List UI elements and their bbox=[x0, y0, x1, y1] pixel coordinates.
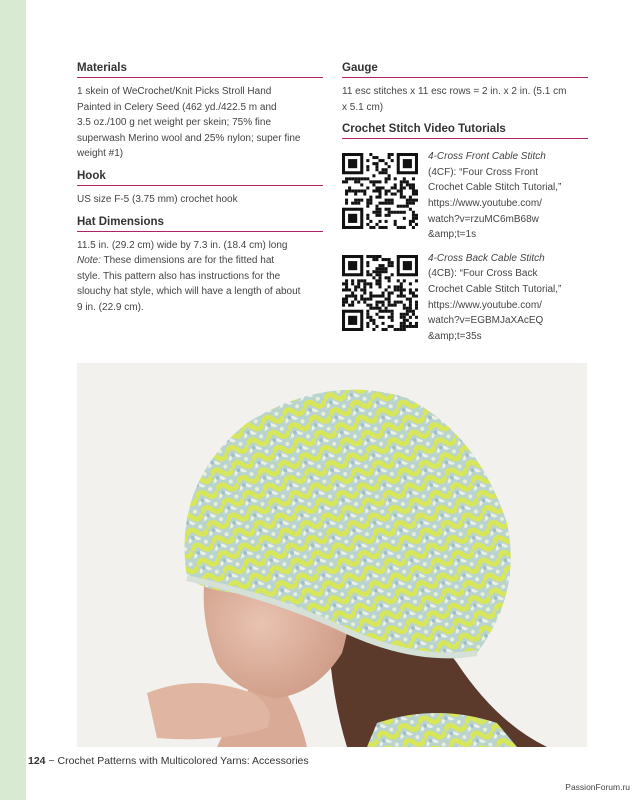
tutorial-link[interactable]: https://www.youtube.com/ bbox=[428, 299, 542, 311]
materials-line: superwash Merino wool and 25% nylon; super fine bbox=[77, 132, 301, 144]
watermark: PassionForum.ru bbox=[565, 782, 630, 792]
tutorial-name: 4-Cross Back Cable Stitch bbox=[428, 252, 545, 264]
note-line: These dimensions are for the fitted hat bbox=[100, 255, 275, 267]
page-footer bbox=[28, 755, 309, 767]
tutorial-link[interactable]: watch?v=rzuMC6mB68w bbox=[428, 213, 539, 225]
note-line: slouchy hat style, which will have a length of about bbox=[77, 286, 301, 298]
hook-heading: Hook bbox=[77, 170, 323, 186]
hat-photo-illustration bbox=[77, 363, 587, 747]
hook-text: US size F-5 (3.75 mm) crochet hook bbox=[77, 193, 238, 205]
side-color-band bbox=[0, 0, 26, 800]
page-number: 124 bbox=[28, 755, 46, 767]
right-column bbox=[342, 62, 588, 344]
qr-code-icon[interactable] bbox=[342, 255, 418, 331]
gauge-line: x 5.1 cm) bbox=[342, 101, 384, 113]
tutorial-text bbox=[428, 149, 561, 243]
materials-text bbox=[77, 84, 323, 162]
hat-dimensions-text bbox=[77, 238, 323, 316]
tutorial-text bbox=[428, 251, 561, 345]
gauge-line: 11 esc stitches x 11 esc rows = 2 in. x 2 in. (5.1 cm bbox=[342, 86, 567, 97]
tutorial-link[interactable]: &amp;t=1s bbox=[428, 229, 477, 241]
hat-photo bbox=[77, 363, 587, 747]
materials-line: 1 skein of WeCrochet/Knit Picks Stroll Hand bbox=[77, 86, 272, 97]
note-line: style. This pattern also has instructions for the bbox=[77, 270, 281, 282]
dimensions-note bbox=[77, 253, 323, 269]
tutorials-heading: Crochet Stitch Video Tutorials bbox=[342, 123, 588, 139]
note-label: Note: bbox=[77, 255, 101, 267]
qr-code-icon[interactable] bbox=[342, 153, 418, 229]
tutorial-item-4cb[interactable] bbox=[342, 252, 588, 345]
note-line: 9 in. (22.9 cm). bbox=[77, 301, 144, 313]
materials-line: weight #1) bbox=[77, 148, 124, 160]
tutorial-line: Crochet Cable Stitch Tutorial,” bbox=[428, 283, 562, 295]
left-column bbox=[77, 62, 323, 324]
tutorial-line: (4CB): “Four Cross Back bbox=[428, 268, 538, 280]
tutorial-line: (4CF): “Four Cross Front bbox=[428, 166, 539, 178]
book-title: Crochet Patterns with Multicolored Yarns: Accessories bbox=[57, 755, 309, 767]
tutorial-link[interactable]: https://www.youtube.com/ bbox=[428, 197, 542, 209]
tutorial-line: Crochet Cable Stitch Tutorial,” bbox=[428, 182, 562, 194]
dimensions-line: 11.5 in. (29.2 cm) wide by 7.3 in. (18.4 cm) long bbox=[77, 239, 288, 251]
tutorial-link[interactable]: &amp;t=35s bbox=[428, 330, 482, 342]
materials-line: Painted in Celery Seed (462 yd./422.5 m and bbox=[77, 101, 277, 113]
hat-dimensions-heading: Hat Dimensions bbox=[77, 216, 323, 232]
footer-separator: ~ bbox=[48, 755, 55, 767]
tutorial-name: 4-Cross Front Cable Stitch bbox=[428, 151, 546, 163]
gauge-heading: Gauge bbox=[342, 62, 588, 78]
materials-heading: Materials bbox=[77, 62, 323, 78]
gauge-text bbox=[342, 84, 588, 115]
tutorial-link[interactable]: watch?v=EGBMJaXAcEQ bbox=[428, 315, 544, 327]
materials-line: 3.5 oz./100 g net weight per skein; 75% fine bbox=[77, 117, 272, 129]
tutorial-item-4cf[interactable] bbox=[342, 153, 588, 243]
